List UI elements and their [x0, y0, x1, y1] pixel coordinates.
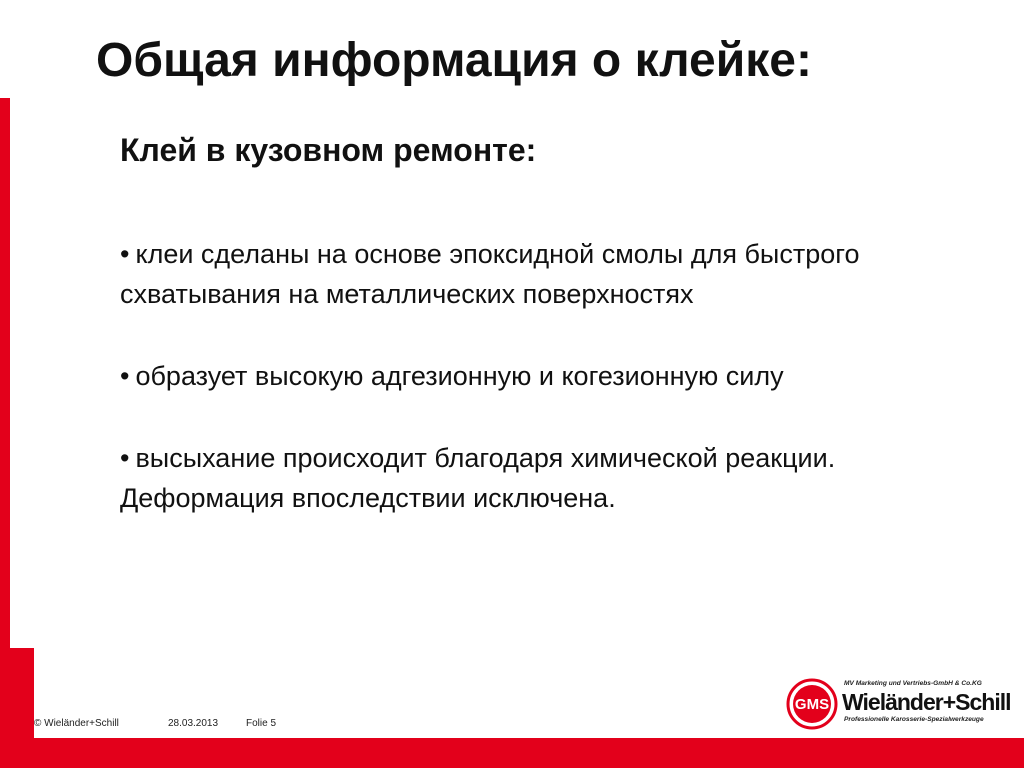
logo-brand-name: Wieländer+Schill	[842, 689, 1011, 715]
bullet-marker: •	[120, 361, 130, 391]
red-bottom-band	[0, 738, 1024, 768]
slide-subtitle: Клей в кузовном ремонте:	[120, 132, 537, 168]
bullet-text: высыхание происходит благодаря химической реакции. Деформация впоследствии исключена.	[120, 443, 836, 513]
bullet-list	[120, 234, 940, 560]
logo-monogram: GMS	[794, 696, 830, 713]
bullet-text: образует высокую адгезионную и когезионную силу	[135, 361, 784, 391]
logo-tagline: Professionelle Karosserie-Spezialwerkzeuge	[844, 716, 984, 723]
footer-copyright: © Wieländer+Schill	[34, 718, 119, 729]
gms-logo-icon	[786, 678, 838, 730]
bullet-item	[120, 356, 940, 396]
bullet-text: клеи сделаны на основе эпоксидной смолы для быстрого схватывания на металлических поверхностях	[120, 239, 860, 309]
bullet-marker: •	[120, 239, 130, 269]
footer-date: 28.03.2013	[168, 718, 219, 729]
bullet-item	[120, 234, 940, 314]
footer-slide-number: Folie 5	[246, 718, 277, 729]
logo-company-name: MV Marketing und Vertriebs-GmbH & Co.KG	[844, 680, 982, 687]
company-logo	[786, 678, 1012, 730]
bullet-marker: •	[120, 443, 130, 473]
frame-corner	[10, 100, 36, 648]
slide-title: Общая информация о клейке:	[96, 34, 812, 87]
bullet-item	[120, 438, 940, 518]
